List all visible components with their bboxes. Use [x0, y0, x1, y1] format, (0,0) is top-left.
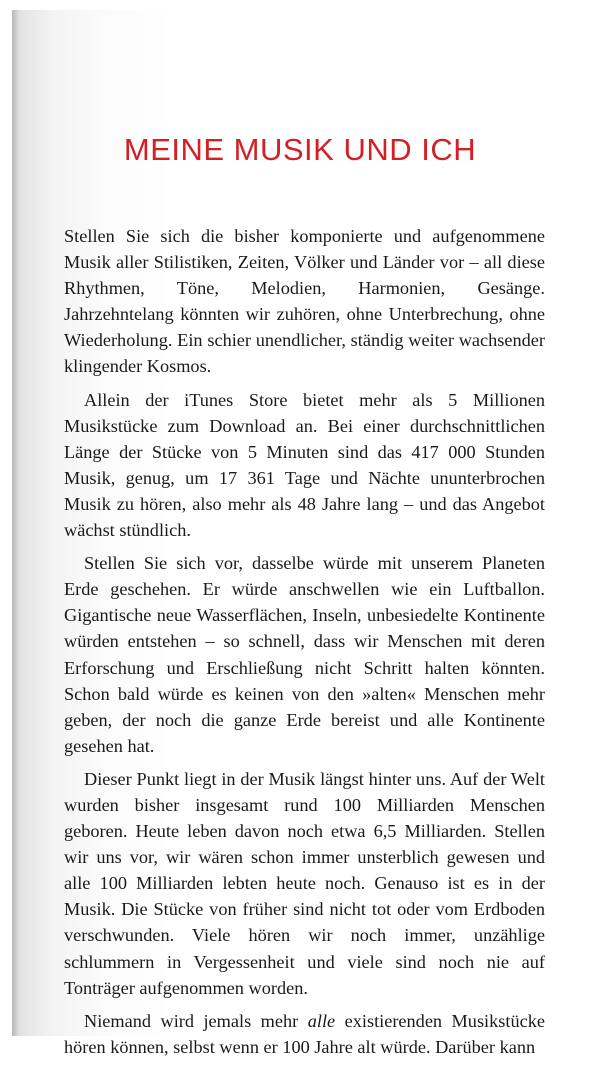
paragraph: [64, 1008, 545, 1060]
paragraph: Stellen Sie sich die bisher komponierte und aufgenommene Musik aller Stilistiken, Zeiten, Völker und Länder vor – all diese Rhythmen, Töne, Melodien, Harmonien, Gesänge. Jahrzehntelang könnten wir zuhören, ohne Unterbrechung, ohne Wiederholung. Ein schier unendlicher, ständig weiter wachsender klingender Kosmos.: [64, 226, 545, 377]
chapter-title: MEINE MUSIK UND ICH: [123, 132, 477, 167]
paragraph: Allein der iTunes Store bietet mehr als 5 Millionen Musikstücke zum Download an. Bei einer durchschnittlichen Länge der Stücke von 5 Minuten sind das 417 000 Stunden Musik, genug, um 17 361 Tage und Nächte ununterbrochen Musik zu hören, also mehr als 48 Jahre lang – und das Angebot wächst stündlich.: [64, 389, 545, 541]
paragraph-text-end: existierenden Musikstücke hören können, selbst wenn er 100 Jahre alt würde. Darüber kann: [64, 1010, 545, 1057]
paragraph: Stellen Sie sich vor, dasselbe würde mit unserem Planeten Erde geschehen. Er würde anschwellen wie ein Luftballon. Gigantische neue Wasserflächen, Inseln, unbesiedelte Kontinente würden entstehen – so schnell, dass wir Menschen mit deren Erforschung und Erschließung nicht Schritt halten könnten. Schon bald würde es keinen von den »alten« Menschen mehr geben, der noch die ganze Erde bereist und alle Kontinente gesehen hat.: [64, 553, 545, 756]
paragraph-text-start: Niemand wird jemals mehr: [84, 1010, 308, 1031]
paragraph: Dieser Punkt liegt in der Musik längst hinter uns. Auf der Welt wurden bisher insgesamt rund 100 Milliarden Menschen geboren. Heute leben davon noch etwa 6,5 Milliarden. Stellen wir uns vor, wir wären schon immer unsterblich gewesen und alle 100 Milliarden lebten heute noch. Genauso ist es in der Musik. Die Stücke von früher sind nicht tot oder vom Erdboden verschwunden. Viele hören wir noch immer, unzählige schlummern in Vergessenheit und viele sind noch nie auf Tonträger aufgenommen worden.: [64, 768, 545, 998]
body-text: [64, 223, 545, 1067]
book-page: [12, 10, 588, 1057]
emphasized-word: alle: [307, 1010, 336, 1031]
